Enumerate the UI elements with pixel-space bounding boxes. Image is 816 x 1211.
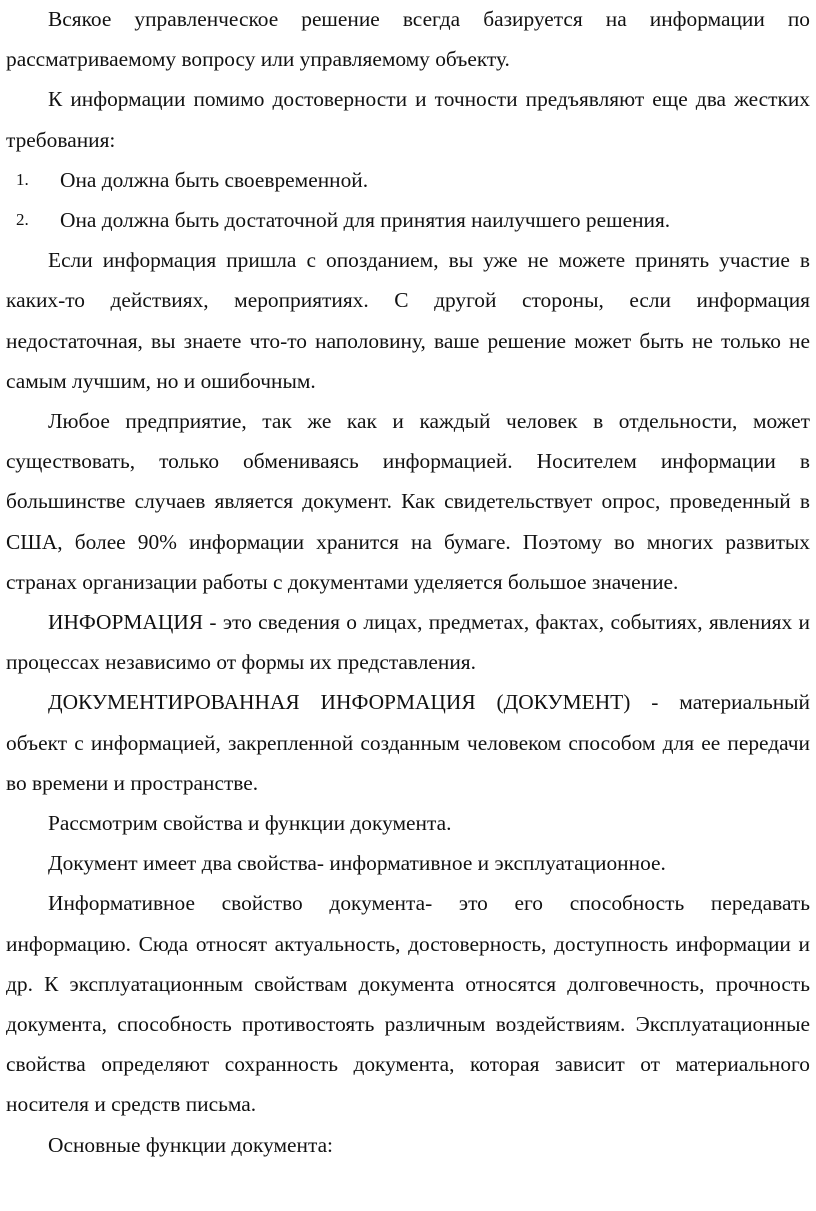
paragraph-requirements-intro: К информации помимо достоверности и точности предъявляют еще два жестких требования: xyxy=(6,87,810,152)
list-item-text: Она должна быть своевременной. xyxy=(60,167,369,192)
paragraph-late-information: Если информация пришла с опозданием, вы уже не можете принять участие в каких-то действиях, мероприятиях. С другой стороны, если информация недостаточная, вы знаете что-то наполовину, ваше решение может быть не только не самым лучшим, но и ошибочным. xyxy=(6,248,810,393)
list-number: 2. xyxy=(16,210,29,230)
requirements-list xyxy=(6,160,810,240)
paragraph-document-definition: ДОКУМЕНТИРОВАННАЯ ИНФОРМАЦИЯ (ДОКУМЕНТ) - материальный объект с информацией, закрепленной созданным человеком способом для ее передачи во времени и пространстве. xyxy=(6,690,810,795)
paragraph-decision-basis: Всякое управленческое решение всегда базируется на информации по рассматриваемому вопросу или управляемому объекту. xyxy=(6,7,810,72)
list-item xyxy=(6,160,810,200)
paragraph-informative-property: Информативное свойство документа- это его способность передавать информацию. Сюда относят актуальность, достоверность, доступность информации и др. К эксплуатационным свойствам документа относятся долговечность, прочность документа, способность противостоять различным воздействиям. Эксплуатационные свойства определяют сохранность документа, которая зависит от материального носителя и средств письма. xyxy=(6,891,810,1117)
paragraph-two-properties: Документ имеет два свойства- информативное и эксплуатационное. xyxy=(48,851,666,876)
paragraph-properties-intro: Рассмотрим свойства и функции документа. xyxy=(48,811,452,836)
list-number: 1. xyxy=(16,169,29,189)
list-item xyxy=(6,200,810,240)
paragraph-information-definition: ИНФОРМАЦИЯ - это сведения о лицах, предметах, фактах, событиях, явлениях и процессах независимо от формы их представления. xyxy=(6,610,810,675)
paragraph-enterprise-exchange: Любое предприятие, так же как и каждый человек в отдельности, может существовать, только обмениваясь информацией. Носителем информации в большинстве случаев является документ. Как свидетельствует опрос, проведенный в США, более 90% информации хранится на бумаге. Поэтому во многих развитых странах организации работы с документами уделяется большое значение. xyxy=(6,409,810,594)
list-item-text: Она должна быть достаточной для принятия наилучшего решения. xyxy=(60,208,671,233)
paragraph-main-functions: Основные функции документа: xyxy=(48,1132,334,1157)
